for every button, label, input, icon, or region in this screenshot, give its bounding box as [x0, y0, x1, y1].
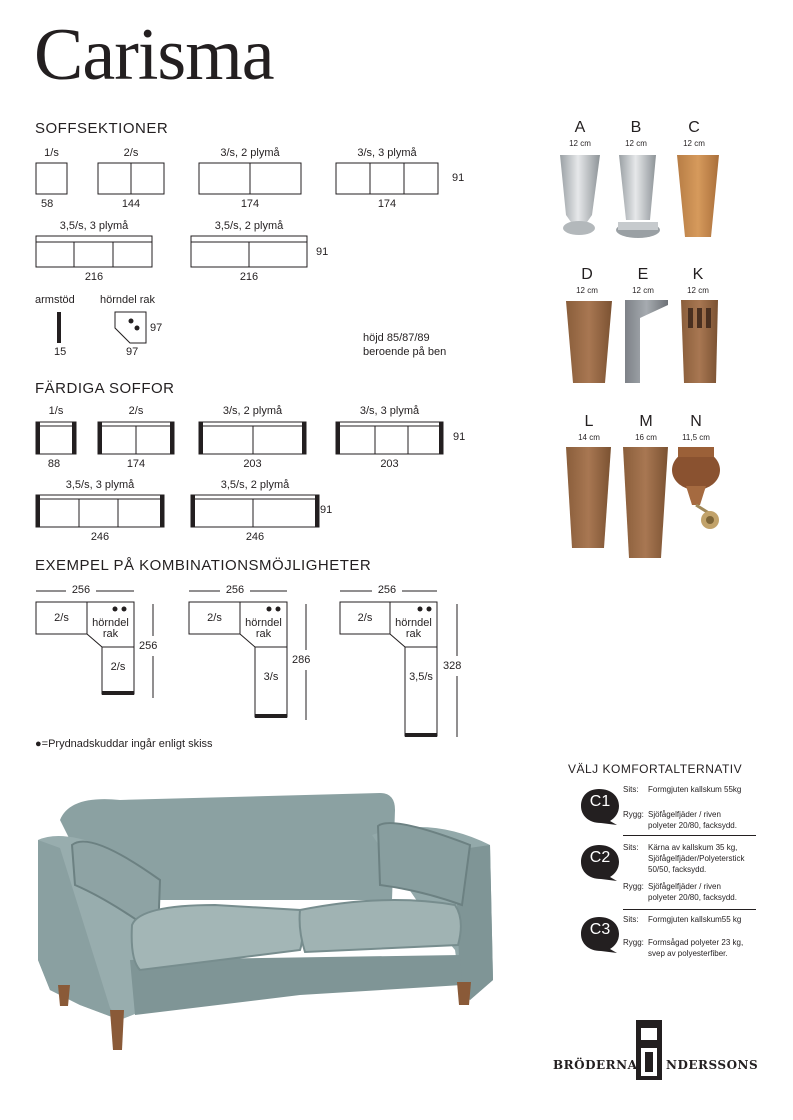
leg-b [616, 155, 660, 238]
row2-width-1: 216 [84, 271, 104, 283]
leg-n-size: 11,5 cm [682, 433, 710, 442]
fardiga-width-6: 246 [245, 531, 265, 543]
ex3-depth: 328 [443, 660, 462, 672]
ex3-left-label: 2/s [357, 612, 373, 624]
leg-k-size: 12 cm [687, 286, 709, 295]
fardiga-width-3: 203 [243, 458, 262, 470]
row2-label-1: 3,5/s, 3 plymå [59, 220, 129, 232]
leg-c [677, 155, 719, 237]
fardiga-label-3: 3/s, 2 plymå [222, 405, 283, 417]
leg-a-size: 12 cm [569, 139, 591, 148]
leg-l [566, 447, 611, 548]
fardiga-width-4: 203 [380, 458, 399, 470]
module-3s-3p [336, 163, 438, 194]
brand-logo [636, 1020, 662, 1080]
leg-d-letter: D [581, 266, 593, 283]
fardiga-depth-1: 91 [453, 431, 466, 443]
leg-k-letter: K [692, 266, 704, 283]
horndel-depth: 97 [150, 322, 163, 334]
ex1-corner [87, 618, 134, 640]
leg-e [625, 300, 668, 383]
leg-l-letter: L [584, 413, 594, 430]
fardiga-label-1: 1/s [48, 405, 64, 417]
section-heading-fardiga: FÄRDIGA SOFFOR [35, 380, 175, 397]
ex2-depth: 286 [292, 654, 311, 666]
c1-sits-1: Formgjuten kallskum 55kg [648, 785, 742, 794]
c3-sits-1: Formgjuten kallskum55 kg [648, 915, 742, 924]
leg-a-letter: A [574, 119, 586, 136]
sofa-illustration [38, 793, 493, 1050]
leg-a [560, 155, 600, 235]
c3-rygg-key: Rygg: [623, 938, 644, 947]
komfort-heading: VÄLJ KOMFORTALTERNATIV [568, 762, 743, 776]
fardiga-label-4: 3/s, 3 plymå [359, 405, 420, 417]
leg-d [566, 301, 612, 383]
leg-m-letter: M [639, 413, 653, 430]
corner-shape [115, 312, 146, 343]
horndel-width: 97 [126, 346, 139, 358]
row1-width-4: 174 [377, 198, 397, 210]
leg-l-size: 14 cm [578, 433, 600, 442]
leg-k [681, 300, 718, 383]
c2-rygg-2: polyeter 20/80, facksydd. [648, 893, 737, 902]
c2-sits-1: Kärna av kallskum 35 kg, [648, 843, 738, 852]
ex2-top-width: 256 [225, 584, 245, 596]
ex1-corner-1: hörndel [92, 617, 129, 629]
brand-left: BRÖDERNA [553, 1058, 638, 1072]
leg-n [672, 447, 720, 529]
fardiga-width-5: 246 [90, 531, 110, 543]
horndel-label: hörndel rak [100, 294, 156, 306]
armrest-shape [57, 312, 61, 343]
c1-code: C1 [589, 793, 611, 810]
module-1s [36, 163, 67, 194]
fardiga-label-6: 3,5/s, 2 plymå [220, 479, 290, 491]
ex3-corner-1: hörndel [395, 617, 432, 629]
ex3-bottom-label: 3,5/s [409, 671, 433, 683]
row1-label-2: 2/s [123, 147, 139, 159]
leg-m [623, 447, 668, 558]
c1-sits-key: Sits: [623, 785, 639, 794]
c1-rygg-1: Sjöfågelfjäder / riven [648, 810, 721, 819]
row1-depth: 91 [452, 172, 465, 184]
section-heading-soffsektioner: SOFFSEKTIONER [35, 120, 169, 137]
ex3-corner [390, 618, 437, 640]
armstod-width: 15 [54, 346, 67, 358]
row2-width-2: 216 [239, 271, 259, 283]
fardiga-depth-2: 91 [320, 504, 333, 516]
c3-sits-key: Sits: [623, 915, 639, 924]
c3-rygg-1: Formsågad polyeter 23 kg, [648, 938, 744, 947]
height-note-2: beroende på ben [363, 346, 447, 358]
leg-b-size: 12 cm [625, 139, 647, 148]
row1-label-3: 3/s, 2 plymå [220, 147, 280, 159]
row1-width-2: 144 [121, 198, 141, 210]
fardiga-width-1: 88 [47, 458, 61, 470]
ex3-corner-2: rak [405, 628, 422, 640]
fardiga-width-2: 174 [126, 458, 146, 470]
leg-e-size: 12 cm [632, 286, 654, 295]
c2-rygg-key: Rygg: [623, 882, 644, 891]
c1-rygg-2: polyeter 20/80, facksydd. [648, 821, 737, 830]
row1-width-1: 58 [41, 198, 54, 210]
c2-sits-2: Sjöfågelfjäder/Polyeterstick [648, 854, 745, 863]
ex3-top-width: 256 [377, 584, 397, 596]
c2-divider [623, 909, 756, 910]
c2-code: C2 [589, 849, 611, 866]
ex2-corner-1: hörndel [245, 617, 282, 629]
c2-sits-key: Sits: [623, 843, 639, 852]
ex1-corner-2: rak [102, 628, 119, 640]
module-35s-3p [36, 236, 152, 267]
leg-n-letter: N [690, 413, 702, 430]
row2-label-2: 3,5/s, 2 plymå [214, 220, 284, 232]
leg-c-letter: C [688, 119, 700, 136]
brand-right: NDERSSONS [666, 1058, 759, 1072]
row2-depth: 91 [316, 246, 329, 258]
c1-divider [623, 835, 756, 836]
c2-sits-3: 50/50, facksydd. [648, 865, 707, 874]
fardiga-label-2: 2/s [128, 405, 144, 417]
ex1-bottom-label: 2/s [110, 661, 126, 673]
page-title: Carisma [34, 14, 274, 96]
ex2-left-label: 2/s [207, 612, 222, 624]
c3-code: C3 [589, 921, 611, 938]
leg-m-size: 16 cm [635, 433, 657, 442]
c2-rygg-1: Sjöfågelfjäder / riven [648, 882, 721, 891]
leg-d-size: 12 cm [576, 286, 598, 295]
row1-label-4: 3/s, 3 plymå [357, 147, 417, 159]
ex1-left-label: 2/s [54, 612, 69, 624]
ex1-depth: 256 [139, 640, 158, 652]
height-note-1: höjd 85/87/89 [363, 332, 430, 344]
armstod-label: armstöd [35, 294, 75, 306]
ex1-top-width: 256 [71, 584, 91, 596]
ex2-corner-2: rak [255, 628, 272, 640]
section-heading-exempel: EXEMPEL PÅ KOMBINATIONSMÖJLIGHETER [35, 557, 372, 574]
ex2-corner [240, 618, 287, 640]
c1-rygg-key: Rygg: [623, 810, 644, 819]
c3-rygg-2: svep av polyesterfiber. [648, 949, 728, 958]
pillow-note: ●=Prydnadskuddar ingår enligt skiss [35, 738, 213, 750]
row1-label-1: 1/s [44, 147, 59, 159]
ex2-bottom-label: 3/s [263, 671, 279, 683]
leg-c-size: 12 cm [683, 139, 705, 148]
leg-e-letter: E [637, 266, 649, 283]
fardiga-label-5: 3,5/s, 3 plymå [65, 479, 135, 491]
leg-b-letter: B [630, 119, 642, 136]
row1-width-3: 174 [240, 198, 260, 210]
